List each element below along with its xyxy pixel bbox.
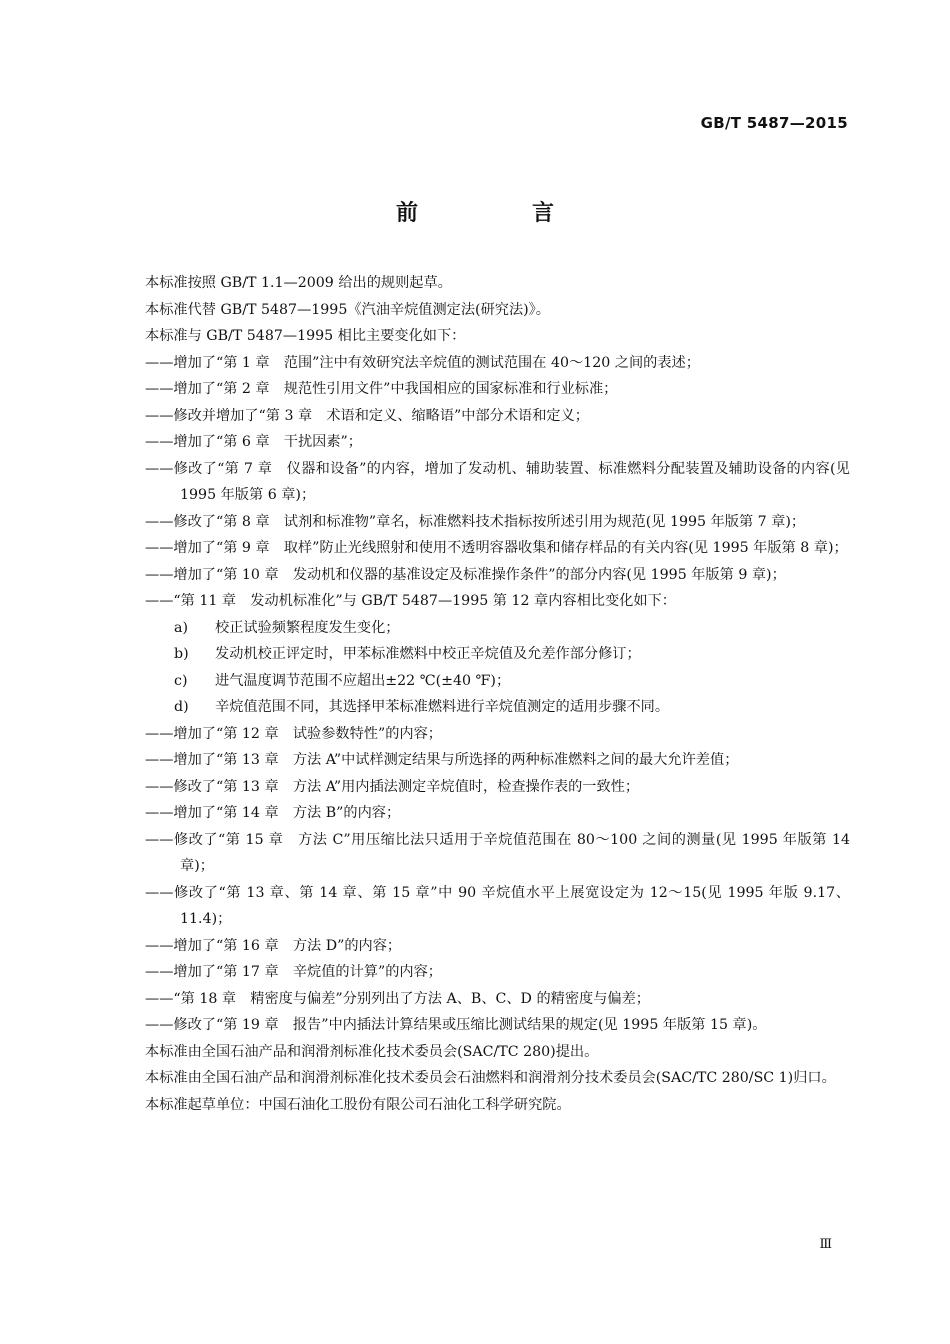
paragraph: 本标准起草单位：中国石油化工股份有限公司石油化工科学研究院。 bbox=[145, 1096, 571, 1113]
sub-item-label: d) bbox=[174, 699, 189, 715]
change-item: ——增加了“第 14 章 方法 B”的内容； bbox=[145, 805, 401, 821]
sub-item bbox=[115, 615, 850, 642]
change-item: ——修改了“第 19 章 报告”中内插法计算结果或压缩比测试结果的规定(见 1995 年版第 15 章)。 bbox=[145, 1017, 767, 1033]
sub-item-text: 进气温度调节范围不应超出±22 ℃(±40 ℉)； bbox=[215, 672, 511, 689]
sub-item bbox=[115, 668, 850, 695]
sub-item-label: c) bbox=[174, 672, 188, 689]
change-item: ——增加了“第 6 章 干扰因素”； bbox=[145, 434, 362, 450]
change-item: ——增加了“第 9 章 取样”防止光线照射和使用不透明容器收集和储存样品的有关内容(见 1995 年版第 8 章)； bbox=[145, 540, 848, 556]
change-item: ——增加了“第 16 章 方法 D”的内容； bbox=[145, 937, 402, 954]
change-item: ——修改了“第 7 章 仪器和设备”的内容，增加了发动机、辅助装置、标准燃料分配装置及辅助设备的内容(见 1995 年版第 6 章)； bbox=[145, 460, 850, 503]
paragraph: 本标准由全国石油产品和润滑剂标准化技术委员会(SAC/TC 280)提出。 bbox=[145, 1043, 599, 1060]
change-item: ——增加了“第 10 章 发动机和仪器的基准设定及标准操作条件”的部分内容(见 1995 年版第 9 章)； bbox=[145, 566, 786, 583]
change-item: ——修改并增加了“第 3 章 术语和定义、缩略语”中部分术语和定义； bbox=[145, 407, 589, 424]
page-number: Ⅲ bbox=[819, 1237, 832, 1252]
sub-item bbox=[115, 694, 850, 721]
foreword-body bbox=[115, 270, 850, 1118]
sub-item-label: b) bbox=[174, 646, 189, 662]
change-item: ——修改了“第 8 章 试剂和标准物”章名，标准燃料技术指标按所述引用为规范(见 1995 年版第 7 章)； bbox=[145, 513, 806, 530]
paragraph: 本标准按照 GB/T 1.1—2009 给出的规则起草。 bbox=[145, 275, 452, 291]
change-item: ——修改了“第 13 章 方法 A”用内插法测定辛烷值时，检查操作表的一致性； bbox=[145, 778, 640, 795]
paragraph: 本标准代替 GB/T 5487—1995《汽油辛烷值测定法(研究法)》。 bbox=[145, 301, 550, 318]
sub-item bbox=[115, 641, 850, 668]
sub-item-text: 发动机校正评定时，甲苯标准燃料中校正辛烷值及允差作部分修订； bbox=[215, 646, 641, 662]
paragraph: 本标准与 GB/T 5487—1995 相比主要变化如下： bbox=[145, 328, 466, 344]
change-item: ——增加了“第 13 章 方法 A”中试样测定结果与所选择的两种标准燃料之间的最大允许差值； bbox=[145, 752, 739, 768]
sub-item-text: 辛烷值范围不同，其选择甲苯标准燃料进行辛烷值测定的适用步骤不同。 bbox=[215, 699, 670, 715]
sub-item-text: 校正试验频繁程度发生变化； bbox=[215, 619, 400, 636]
change-item: ——“第 18 章 精密度与偏差”分别列出了方法 A、B、C、D 的精密度与偏差； bbox=[145, 990, 650, 1007]
change-item: ——增加了“第 1 章 范围”注中有效研究法辛烷值的测试范围在 40～120 之间的表述； bbox=[145, 354, 700, 371]
page-title: 前 言 bbox=[395, 201, 600, 226]
change-item: ——修改了“第 15 章 方法 C”用压缩比法只适用于辛烷值范围在 80～100 之间的测量(见 1995 年版第 14 章)； bbox=[145, 831, 850, 874]
change-item: ——“第 11 章 发动机标准化”与 GB/T 5487—1995 第 12 章内容相比变化如下： bbox=[145, 593, 676, 609]
change-item: ——增加了“第 2 章 规范性引用文件”中我国相应的国家标准和行业标准； bbox=[145, 381, 618, 397]
change-item: ——增加了“第 12 章 试验参数特性”的内容； bbox=[145, 725, 442, 742]
change-item: ——增加了“第 17 章 辛烷值的计算”的内容； bbox=[145, 964, 442, 980]
document-id: GB/T 5487—2015 bbox=[700, 114, 848, 132]
change-item: ——修改了“第 13 章、第 14 章、第 15 章”中 90 辛烷值水平上展宽设定为 12～15(见 1995 年版 9.17、11.4)； bbox=[145, 884, 850, 927]
sub-item-label: a) bbox=[174, 619, 188, 636]
paragraph: 本标准由全国石油产品和润滑剂标准化技术委员会石油燃料和润滑剂分技术委员会(SAC/TC 280/SC 1)归口。 bbox=[145, 1070, 836, 1086]
